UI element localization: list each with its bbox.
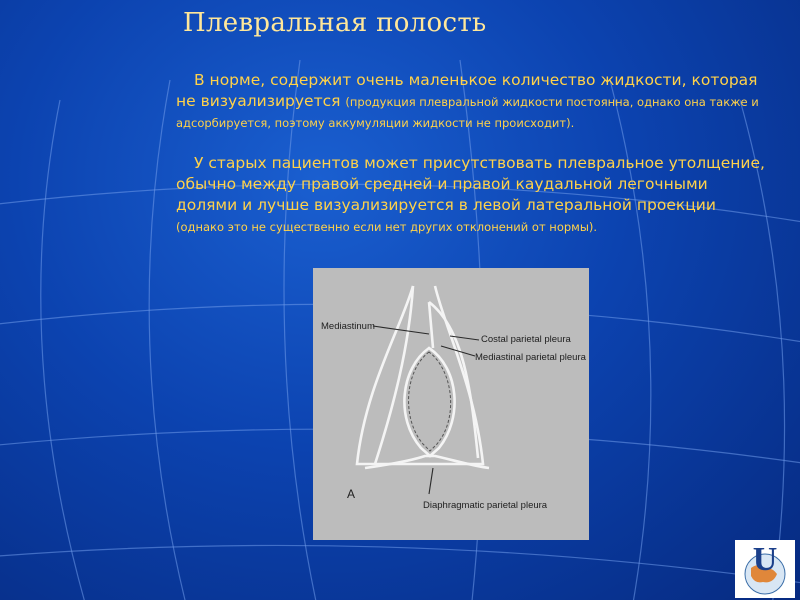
label-panel-a: A [347,487,356,501]
label-costal-parietal-pleura: Costal parietal pleura [481,334,571,345]
paragraph-older-main: У старых пациентов может присутствовать плевральное утолщение, обычно между правой средней и правой каудальной легочными долями и лучше визуализируется в левой латеральной проекции [176,154,765,214]
paragraph-normal [176,70,766,133]
pleura-diagram [313,268,589,540]
paragraph-normal-main: В норме, содержит очень маленькое количество жидкости, которая не визуализируется [176,71,758,110]
label-mediastinum: Mediastinum [321,321,375,332]
paragraph-older-note: (однако это не существенно если нет других отклонений от нормы). [176,220,598,234]
university-globe-logo [735,540,795,598]
paragraph-older-patients [176,153,766,237]
logo-letter: U [752,541,778,578]
pleura-diagram-drawing [313,268,589,540]
label-mediastinal-parietal-pleura: Mediastinal parietal pleura [475,352,586,363]
label-diaphragmatic-parietal-pleura: Diaphragmatic parietal pleura [423,500,548,511]
paragraph-normal-note: (продукция плевральной жидкости постоянна, однако она также и адсорбируется, поэтому аккумуляции жидкости не происходит). [176,95,759,130]
slide-title: Плевральная полость [183,8,487,38]
